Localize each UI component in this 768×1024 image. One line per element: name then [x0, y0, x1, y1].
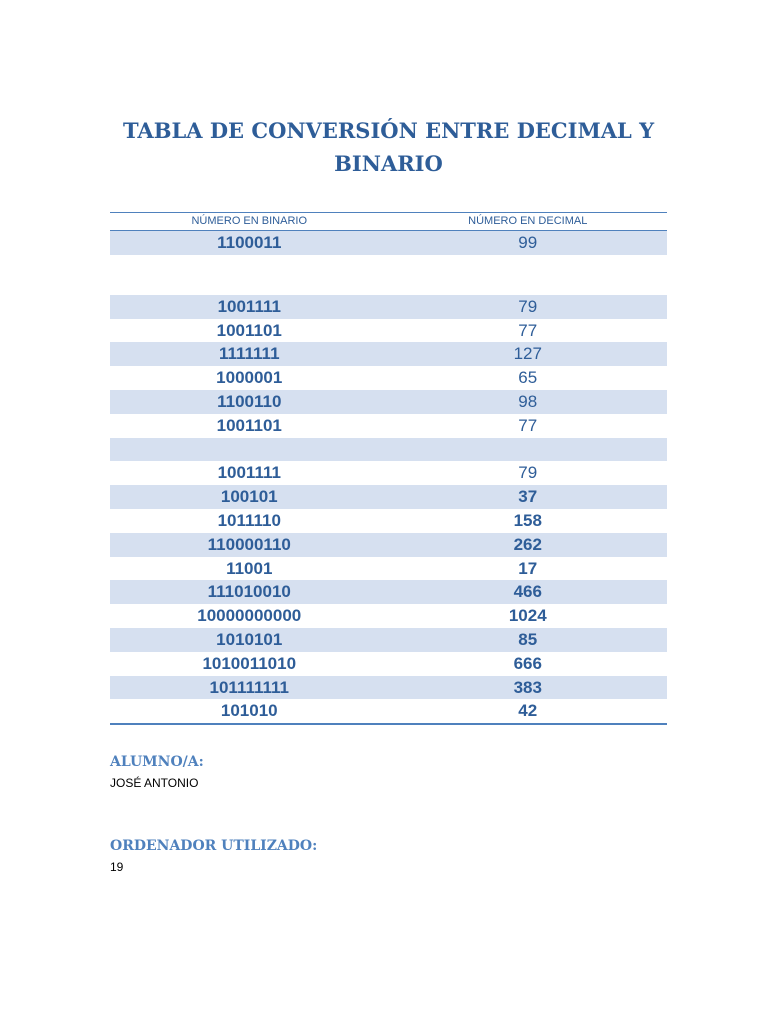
decimal-cell [389, 255, 668, 295]
decimal-cell: 1024 [508, 606, 547, 626]
table-row [110, 533, 667, 557]
student-name: JOSÉ ANTONIO [110, 776, 199, 790]
table-body [110, 231, 667, 723]
table-row [110, 366, 667, 390]
decimal-cell: 262 [513, 534, 542, 554]
table-row [110, 295, 667, 319]
binary-cell: 1010011010 [202, 653, 297, 673]
binary-cell: 1001101 [216, 320, 282, 340]
decimal-cell: 127 [513, 344, 542, 364]
computer-number: 19 [110, 860, 124, 874]
table-row [110, 390, 667, 414]
decimal-cell: 158 [513, 510, 542, 530]
table-row [110, 319, 667, 343]
binary-cell: 101111111 [209, 677, 289, 697]
table-row [110, 604, 667, 628]
decimal-cell: 79 [518, 463, 538, 483]
binary-cell [110, 255, 389, 295]
table-row [110, 414, 667, 438]
table-row [110, 438, 667, 462]
binary-cell: 1010101 [216, 629, 283, 649]
binary-cell: 1100011 [217, 233, 282, 252]
table-row [110, 342, 667, 366]
decimal-cell: 79 [518, 296, 538, 316]
decimal-cell: 98 [518, 391, 538, 411]
binary-cell: 1001101 [216, 415, 282, 435]
binary-cell: 1011110 [217, 510, 281, 530]
decimal-cell: 77 [518, 415, 538, 435]
student-label: ALUMNO/A: [110, 754, 204, 770]
binary-cell: 1001111 [217, 463, 281, 483]
page-title: TABLA DE CONVERSIÓN ENTRE DECIMAL Y BINARIO [122, 118, 655, 176]
table-row [110, 461, 667, 485]
decimal-cell [389, 438, 668, 462]
binary-cell: 10000000000 [197, 606, 302, 626]
table-row [110, 628, 667, 652]
table-row [110, 509, 667, 533]
table-row [110, 485, 667, 509]
decimal-cell: 17 [518, 558, 538, 578]
binary-cell: 1000001 [216, 368, 283, 388]
binary-cell: 1111111 [218, 344, 280, 364]
decimal-cell: 383 [513, 677, 542, 697]
decimal-cell: 77 [518, 320, 538, 340]
header-decimal: NÚMERO EN DECIMAL [468, 215, 588, 227]
binary-cell: 11001 [226, 558, 273, 578]
decimal-cell: 37 [518, 487, 538, 507]
table-row [110, 676, 667, 700]
binary-cell: 110000110 [207, 534, 291, 554]
binary-cell [110, 438, 389, 462]
binary-cell: 101010 [220, 701, 278, 721]
decimal-cell: 666 [513, 653, 542, 673]
decimal-cell: 65 [518, 368, 538, 388]
conversion-table [110, 212, 667, 725]
table-row [110, 557, 667, 581]
decimal-cell: 85 [518, 629, 538, 649]
table-header [110, 213, 667, 231]
decimal-cell: 99 [518, 233, 538, 252]
table-row [110, 699, 667, 723]
table-row [110, 255, 667, 295]
binary-cell: 111010010 [207, 582, 291, 602]
table-row [110, 652, 667, 676]
table-row [110, 580, 667, 604]
computer-label: ORDENADOR UTILIZADO: [110, 838, 318, 854]
decimal-cell: 42 [518, 701, 538, 721]
table-row [110, 231, 667, 255]
binary-cell: 1001111 [217, 296, 281, 316]
binary-cell: 100101 [220, 487, 278, 507]
binary-cell: 1100110 [217, 391, 282, 411]
header-binary: NÚMERO EN BINARIO [191, 215, 307, 227]
decimal-cell: 466 [513, 582, 542, 602]
